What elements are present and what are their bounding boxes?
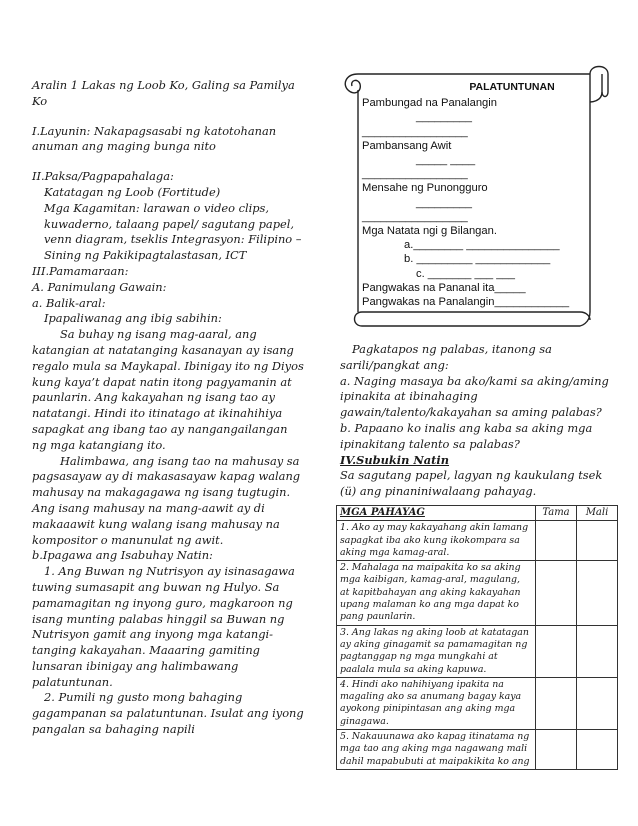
section-heading: IV.Subukin Natin [340,452,450,467]
program-row: _________________ [362,210,468,223]
table-row [337,730,618,770]
statement-cell: 1. Ako ay may kakayahang akin lamang sapagkat iba ako kung ikokompara sa aking mga kamag-aral. [337,521,536,561]
lesson-title: Aralin 1 Lakas ng Loob Ko, Galing sa Pamilya Ko [32,78,295,108]
program-row: _________ [416,196,472,209]
table-header-row [337,506,618,521]
program-row: _____ ____ [416,154,476,167]
true-cell[interactable] [536,677,577,729]
table-row [337,521,618,561]
objective: I.Layunin: Nakapagsasabi ng katotohanan anuman ang maging bunga nito [32,123,277,154]
program-row: Mensahe ng Punongguro [362,182,488,195]
false-cell[interactable] [577,677,618,729]
program-scroll [340,62,612,334]
reflection-prompt: Pagkatapos ng palabas, itanong sa sarili/pangkat ang: [340,342,552,372]
false-cell[interactable] [577,625,618,677]
topic-value: Katatagan ng Loob (Fortitude) [44,184,221,199]
header-false: Mali [577,506,618,521]
program-row: Pambungad na Panalangin [362,97,497,110]
materials: Mga Kagamitan: larawan o video clips, kuwaderno, talaang papel/ sagutang papel, venn diagram, tseklis Integrasyon: Filipino – Sining ng Pakikipagtalastasan, ICT [44,200,302,263]
review-heading: a. Balik-aral: [32,295,106,310]
program-row: Pambansang Awit [362,139,452,152]
true-cell[interactable] [536,521,577,561]
explain-instruction: Ipapaliwanag ang ibig sabihin: [44,311,222,326]
true-cell[interactable] [536,561,577,625]
false-cell[interactable] [577,561,618,625]
statement-cell: 4. Hindi ako nahihiyang ipakita na magaling ako sa anumang bagay kaya ayokong pinipintasan ang aking mga ginagawa. [337,677,536,729]
program-row: Pangwakas na Pananal ita_____ [362,281,526,294]
table-row [337,677,618,729]
program-row: Mga Natata ngi g Bilangan. [362,225,497,238]
instruction: Sa sagutang papel, lagyan ng kaukulang tsek (ü) ang pinaniniwalaang pahayag. [340,468,603,499]
program-row: a.________ _______________ [404,239,560,252]
activity-2: 2. Pumili ng gusto mong bahaging gagampanan sa palatuntunan. Isulat ang iyong pangalan sa bahaging napili [32,690,304,737]
statement-cell: 5. Nakauunawa ako kapag itinatama ng mga tao ang aking mga nagawang mali dahil mapabubuti at maipakikita ko ang [337,730,536,770]
header-true: Tama [536,506,577,521]
right-column [340,342,616,500]
program-list [362,80,602,309]
program-row: b. _________ ____________ [404,253,551,266]
table-row [337,561,618,625]
paragraph-2: Halimbawa, ang isang tao na mahusay sa pagsasayaw ay di makasasayaw kapag walang mahusay na makagagawa ng isang tugtugin. Ang isang mahusay na mang-aawit ay di makaaawit kung walang isang mahusay na kompositor o manunulat ng awit. [32,453,301,547]
table-row [337,625,618,677]
initial-activity: A. Panimulang Gawain: [32,279,167,294]
program-row: c. _______ ___ ___ [416,267,515,280]
question-a: a. Naging masaya ba ako/kami sa aking/aming ipinakita at ibinahaging gawain/talento/kakayahan sa aming palabas? [340,373,609,420]
true-cell[interactable] [536,625,577,677]
program-row: _________ [416,111,472,124]
program-row: Pangwakas na Panalangin____________ [362,296,570,309]
program-row: _________________ [362,125,468,138]
topic-heading: II.Paksa/Pagpapahalaga: [32,169,174,184]
statement-cell: 3. Ang lakas ng aking loob at katatagan ay aking ginagamit sa pamamagitan ng pagtanggap ng mga mungkahi at paalala mula sa aking kapuwa. [337,625,536,677]
false-cell[interactable] [577,730,618,770]
checklist-table [336,505,618,770]
left-column [32,78,304,738]
procedure-heading: III.Pamamaraan: [32,263,129,278]
paragraph-1: Sa buhay ng isang mag-aaral, ang katangian at natatanging kasanayan ay isang regalo mula sa Maykapal. Ibinigay ito ng Diyos kung kaya’t dapat natin itong pagyamanin at paunlarin. Ang kakayahan ng isang tao ay natatangi. Hindi ito itinatago at ikinahihiya sapagkat ang ibang tao ay nangangailangan ng mga katangiang ito. [32,327,304,452]
question-b: b. Papaano ko inalis ang kaba sa aking mga ipinakitang talento sa palabas? [340,420,593,451]
header-statements: MGA PAHAYAG [337,506,536,521]
activity-1: 1. Ang Buwan ng Nutrisyon ay isinasagawa tuwing sumasapit ang buwan ng Hulyo. Sa pamamagitan ng inyong guro, magkaroon ng isang munting palabas hinggil sa Buwan ng Nutrisyon gamit ang inyong mga katangi-tanging kakayahan. Maaaring gamiting lunsaran ibinigay ang halimbawang palatuntunan. [32,564,295,689]
false-cell[interactable] [577,521,618,561]
true-cell[interactable] [536,730,577,770]
program-title: PALATUNTUNAN [469,81,555,93]
program-row: _________________ [362,168,468,181]
statement-cell: 2. Mahalaga na maipakita ko sa aking mga kaibigan, kamag-aral, magulang, at kapitbahayan ang aking kakayahan upang malaman ko ang mga dapat ko pang paunlarin. [337,561,536,625]
activity-heading: b.Ipagawa ang Isabuhay Natin: [32,548,213,563]
